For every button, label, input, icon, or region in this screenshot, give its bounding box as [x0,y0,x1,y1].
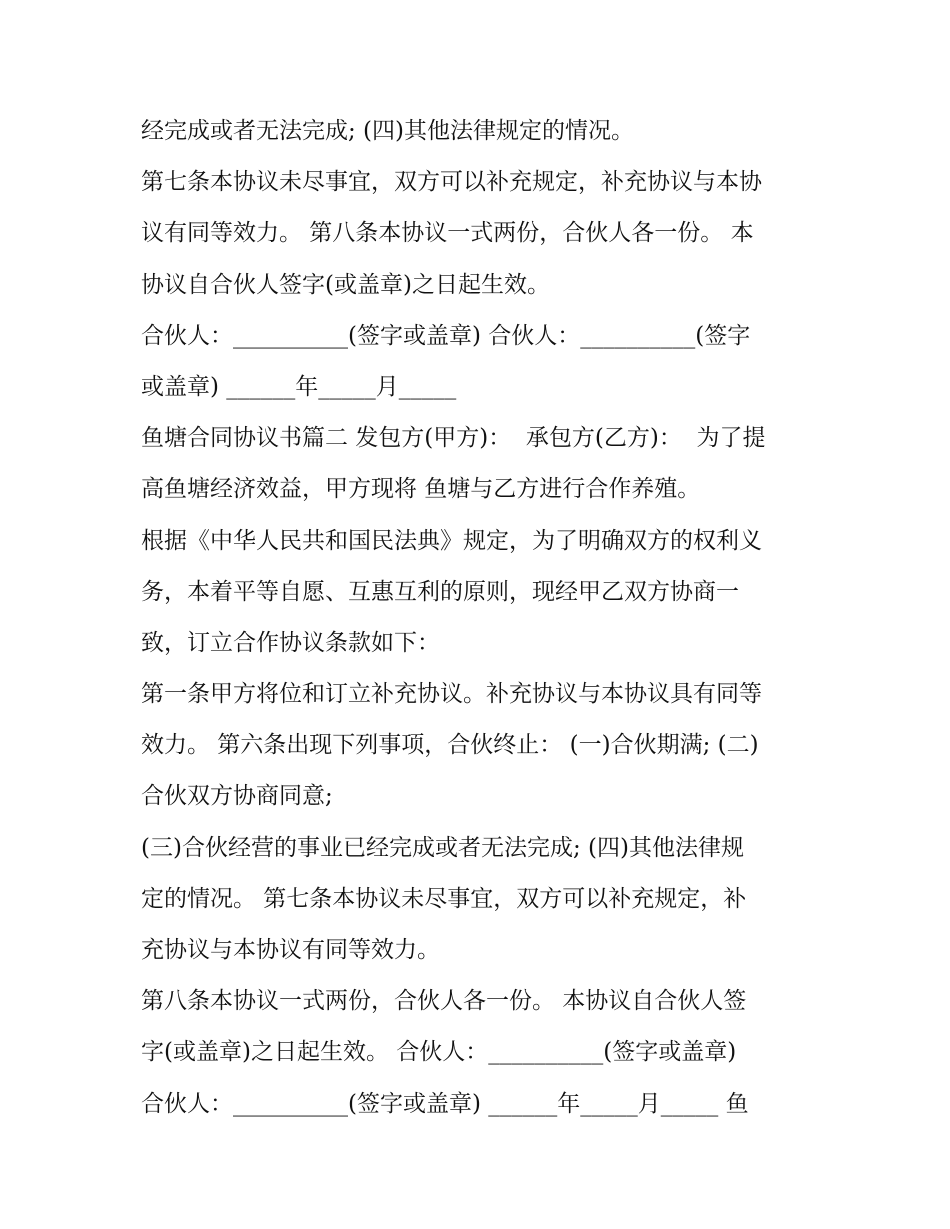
text-line: 协议自合伙人签字(或盖章)之日起生效。 [141,271,550,298]
signature-line: 字(或盖章)之日起生效。 合伙人：__________(签字或盖章) [141,1039,737,1066]
text-line: 效力。 第六条出现下列事项，合伙终止： (一)合伙期满; (二) [141,732,759,759]
text-line: 务，本着平等自愿、互惠互利的原则，现经甲乙双方协商一 [141,578,739,605]
document-body [141,106,821,1130]
text-line: 第一条甲方将位和订立补充协议。补充协议与本协议具有同等 [141,681,762,708]
text-line: 高鱼塘经济效益，甲方现将 鱼塘与乙方进行合作养殖。 [141,476,701,503]
text-line: (三)合伙经营的事业已经完成或者无法完成; (四)其他法律规 [141,834,744,861]
text-line: 议有同等效力。 第八条本协议一式两份，合伙人各一份。 本 [141,220,754,247]
signature-line: 合伙人：__________(签字或盖章) 合伙人：__________(签字 [141,322,751,349]
text-line: 根据《中华人民共和国民法典》规定，为了明确双方的权利义 [141,527,762,554]
text-line: 第七条本协议未尽事宜，双方可以补充规定，补充协议与本协 [141,169,762,196]
date-line: 或盖章) ______年_____月_____ [141,373,457,400]
text-line: 第八条本协议一式两份，合伙人各一份。 本协议自合伙人签 [141,988,747,1015]
text-line: 充协议与本协议有同等效力。 [141,937,440,963]
text-line: 定的情况。 第七条本协议未尽事宜，双方可以补充规定，补 [141,885,747,912]
text-line: 合伙双方协商同意; [141,783,333,810]
text-line: 经完成或者无法完成; (四)其他法律规定的情况。 [141,118,635,144]
text-line: 致，订立合作协议条款如下： [141,629,440,656]
signature-line: 合伙人：__________(签字或盖章) ______年_____月_____ 鱼 [141,1090,749,1117]
section-heading-line: 鱼塘合同协议书篇二 发包方(甲方)： 承包方(乙方)： 为了提 [141,425,766,452]
